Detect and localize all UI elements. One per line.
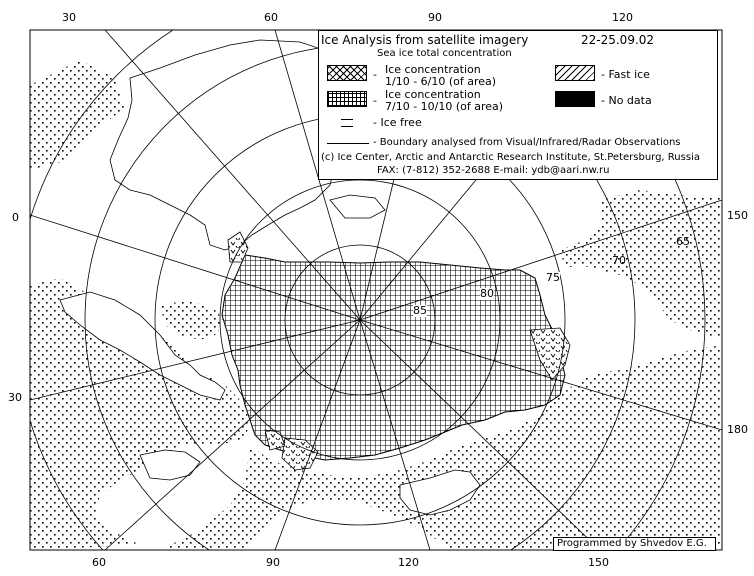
legend-dates: 22-25.09.02 <box>581 33 655 47</box>
right-longitude-label: 150 <box>727 209 748 222</box>
legend-item4: - Fast ice <box>601 68 650 81</box>
swatch-boundary <box>327 143 369 144</box>
bottom-longitude-label: 60 <box>92 556 106 569</box>
latitude-label: 65 <box>676 235 690 248</box>
legend-item2-line2: 7/10 - 10/10 (of area) <box>385 100 504 113</box>
latitude-label: 70 <box>612 254 626 267</box>
top-longitude-label: 60 <box>264 11 278 24</box>
top-longitude-label: 90 <box>428 11 442 24</box>
latitude-label: 80 <box>480 287 494 300</box>
legend-item2-line1: Ice concentration <box>385 88 481 101</box>
legend-boundary: - Boundary analysed from Visual/Infrared/Radar Observations <box>373 137 681 148</box>
swatch-ice-7-10 <box>327 91 367 107</box>
left-longitude-label: 0 <box>12 211 19 224</box>
left-longitude-label: 30 <box>8 391 22 404</box>
legend-dash: - <box>373 94 377 107</box>
latitude-label: 75 <box>546 271 560 284</box>
swatch-ice-free <box>341 119 353 127</box>
right-longitude-label: 180 <box>727 423 748 436</box>
legend-credit: (c) Ice Center, Arctic and Antarctic Research Institute, St.Petersburg, Russia <box>321 152 700 163</box>
legend-dash: - <box>373 68 377 81</box>
legend-item3: - Ice free <box>373 116 422 129</box>
legend-contact: FAX: (7-812) 352-2688 E-mail: ydb@aari.nw.ru <box>377 165 610 176</box>
swatch-ice-1-6 <box>327 65 367 81</box>
legend-item1-line1: Ice concentration <box>385 63 481 76</box>
top-longitude-label: 30 <box>62 11 76 24</box>
bottom-longitude-label: 120 <box>398 556 419 569</box>
top-longitude-label: 120 <box>612 11 633 24</box>
latitude-label: 85 <box>413 304 427 317</box>
swatch-fast-ice <box>555 65 595 81</box>
bottom-longitude-label: 90 <box>266 556 280 569</box>
legend-title: Ice Analysis from satellite imagery <box>321 33 529 47</box>
bottom-longitude-label: 150 <box>588 556 609 569</box>
swatch-no-data <box>555 91 595 107</box>
legend-item1-line2: 1/10 - 6/10 (of area) <box>385 75 497 88</box>
legend-item5: - No data <box>601 94 652 107</box>
legend-box <box>318 30 718 180</box>
programmer-credit: Programmed by Shvedov E.G. <box>553 537 716 551</box>
legend-subtitle: Sea ice total concentration <box>377 48 512 59</box>
